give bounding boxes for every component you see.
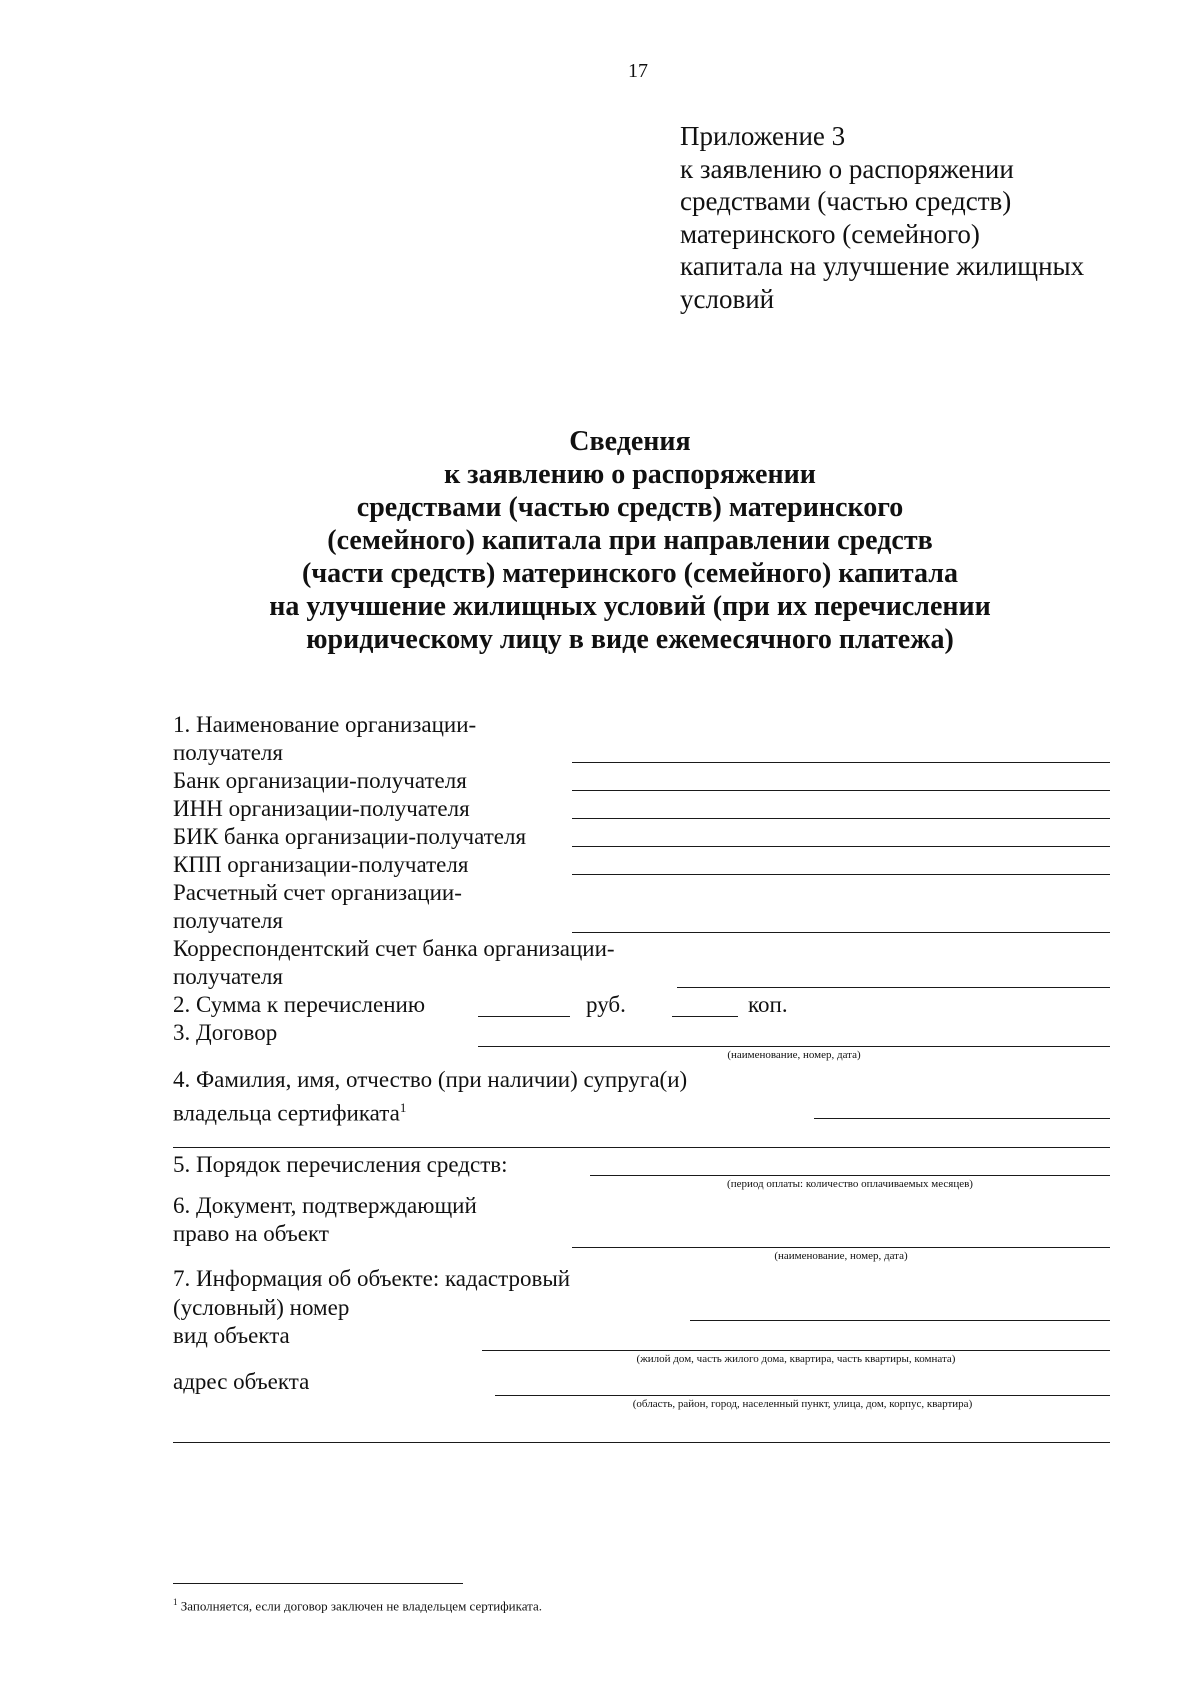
corr-account-label-cont: получателя <box>173 964 283 989</box>
sum-rub-field[interactable] <box>478 1016 570 1017</box>
account-label-cont: получателя <box>173 908 283 933</box>
corr-account-label: Корреспондентский счет банка организации- <box>173 936 615 961</box>
org-name-label: 1. Наименование организации- <box>173 712 477 737</box>
appendix-line: капитала на улучшение жилищных <box>680 251 1085 281</box>
appendix-line: средствами (частью средств) <box>680 186 1012 216</box>
kpp-label: КПП организации-получателя <box>173 852 469 877</box>
bik-label: БИК банка организации-получателя <box>173 824 527 849</box>
account-label: Расчетный счет организации- <box>173 880 462 905</box>
appendix-line: материнского (семейного) <box>680 218 980 249</box>
doc-label: 6. Документ, подтверждающий <box>173 1193 477 1218</box>
doc-caption: (наименование, номер, дата) <box>774 1250 908 1262</box>
kop-label: коп. <box>748 992 788 1017</box>
address-field[interactable] <box>495 1395 1110 1396</box>
corr-account-field[interactable] <box>677 987 1110 988</box>
title-line: (части средств) материнского (семейного) капитала <box>302 558 958 589</box>
object-info-label: 7. Информация об объекте: кадастровый <box>173 1266 571 1291</box>
spouse-label: 4. Фамилия, имя, отчество (при наличии) супруга(и) <box>173 1067 688 1092</box>
org-name-label-cont: получателя <box>173 740 283 765</box>
footnote-text: Заполняется, если договор заключен не владельцем сертификата. <box>180 1598 543 1614</box>
sum-label: 2. Сумма к перечислению <box>173 992 426 1017</box>
appendix-line: условий <box>680 283 775 314</box>
cadastral-number-field[interactable] <box>690 1320 1110 1321</box>
title-line: (семейного) капитала при направлении средств <box>327 525 933 556</box>
title-line: юридическому лицу в виде ежемесячного платежа) <box>306 624 954 655</box>
footnote-mark: 1 <box>173 1597 178 1607</box>
document-title <box>0 425 1200 656</box>
address-label: адрес объекта <box>173 1369 310 1394</box>
org-name-field[interactable] <box>572 762 1110 763</box>
doc-field[interactable] <box>572 1247 1110 1248</box>
bank-label: Банк организации-получателя <box>173 768 467 793</box>
order-caption: (период оплаты: количество оплачиваемых месяцев) <box>727 1178 973 1190</box>
footnote-separator <box>173 1583 463 1584</box>
appendix-line: Приложение 3 <box>680 121 846 151</box>
address-field-cont[interactable] <box>173 1442 1110 1443</box>
spouse-field-cont[interactable] <box>173 1147 1110 1148</box>
spouse-field[interactable] <box>814 1118 1110 1119</box>
order-field[interactable] <box>590 1175 1110 1176</box>
inn-field[interactable] <box>572 818 1110 819</box>
title-line: средствами (частью средств) материнского <box>356 492 904 523</box>
order-label: 5. Порядок перечисления средств: <box>173 1152 508 1177</box>
contract-caption: (наименование, номер, дата) <box>727 1049 861 1061</box>
contract-label: 3. Договор <box>173 1020 278 1045</box>
bik-field[interactable] <box>572 846 1110 847</box>
object-info-label-cont: (условный) номер <box>173 1295 350 1320</box>
doc-label-cont: право на объект <box>173 1221 329 1246</box>
rub-label: руб. <box>586 992 626 1017</box>
contract-field[interactable] <box>478 1046 1110 1047</box>
title-line: Сведения <box>569 426 691 457</box>
title-line: к заявлению о распоряжении <box>444 459 816 490</box>
object-kind-caption: (жилой дом, часть жилого дома, квартира, часть квартиры, комната) <box>636 1353 956 1365</box>
sum-kop-field[interactable] <box>672 1016 738 1017</box>
address-caption: (область, район, город, населенный пункт, улица, дом, корпус, квартира) <box>632 1398 973 1410</box>
title-line: на улучшение жилищных условий (при их перечислении <box>269 591 991 622</box>
footnote-ref: 1 <box>399 1100 407 1115</box>
appendix-line: к заявлению о распоряжении <box>680 153 1014 184</box>
footnote <box>173 1597 542 1614</box>
appendix-note <box>680 120 1084 315</box>
kpp-field[interactable] <box>572 874 1110 875</box>
inn-label: ИНН организации-получателя <box>173 796 470 821</box>
object-kind-label: вид объекта <box>173 1323 290 1348</box>
spouse-label-cont <box>173 1094 406 1128</box>
account-field[interactable] <box>572 932 1110 933</box>
object-kind-field[interactable] <box>482 1350 1110 1351</box>
spouse-label-text: владельца сертификата <box>173 1100 400 1126</box>
page-number: 17 <box>628 60 648 82</box>
bank-field[interactable] <box>572 790 1110 791</box>
